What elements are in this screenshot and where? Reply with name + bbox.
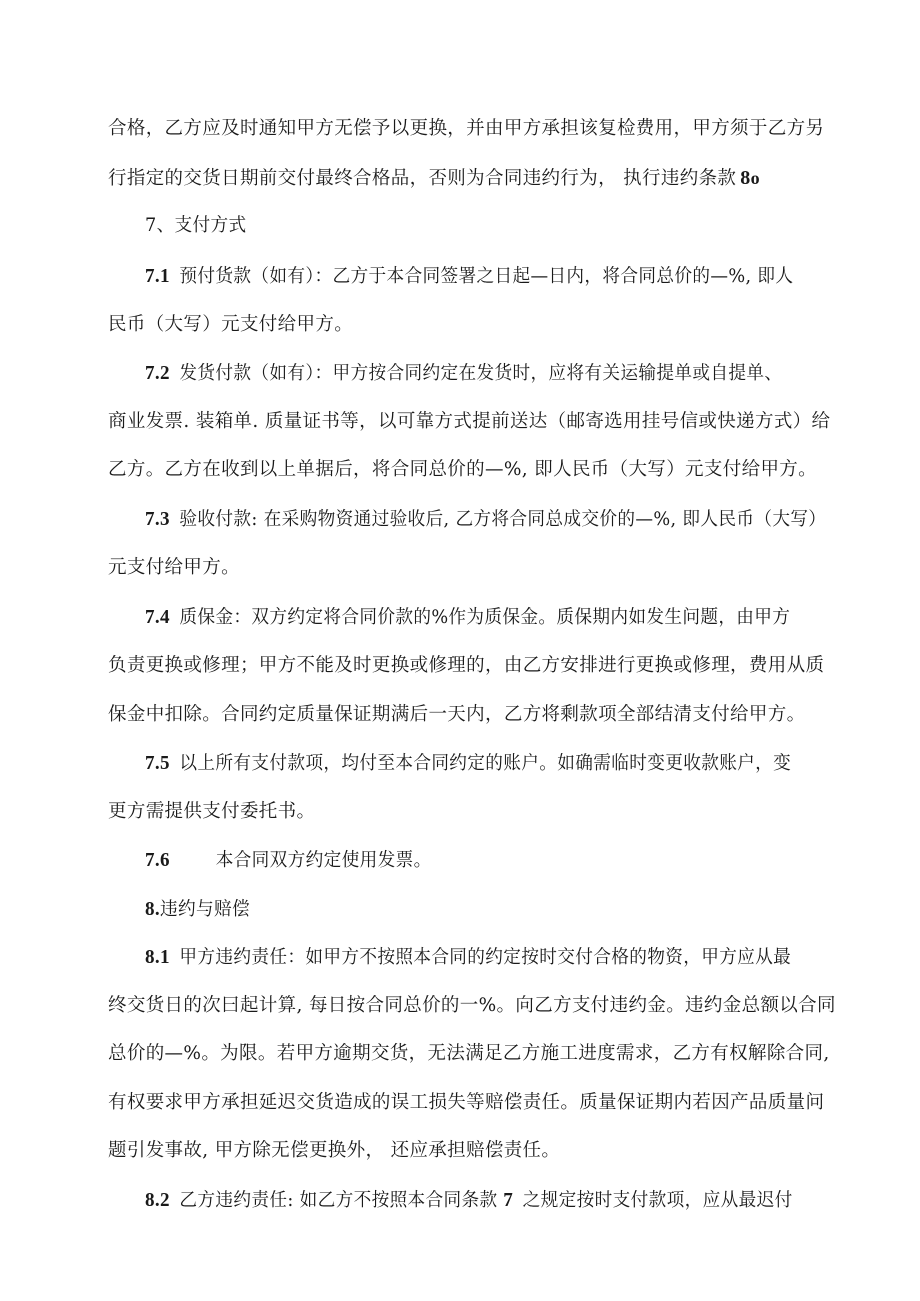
paragraph-line: 负责更换或修理；甲方不能及时更换或修理的，由乙方安排进行更换或修理，费用从质 xyxy=(108,655,825,676)
paragraph-line xyxy=(108,166,878,190)
clause-text: 验收付款: 在采购物资通过验收后, 乙方将合同总成交价的—%, 即人民币（大写） xyxy=(179,509,827,530)
clause-number: 7.1 xyxy=(145,265,170,287)
clause-text: 甲方违约责任：如甲方不按照本合同的约定按时交付合格的物资，甲方应从最 xyxy=(179,947,792,968)
paragraph-line: 更方需提供支付委托书。 xyxy=(108,801,316,822)
clause-number: 7.4 xyxy=(145,606,170,628)
section-number: 8. xyxy=(145,898,160,920)
paragraph-line: 总价的—%。为限。若甲方逾期交货，无法满足乙方施工进度需求，乙方有权解除合同, xyxy=(108,1043,830,1064)
clause-number: 8.2 xyxy=(145,1189,170,1211)
clause-ref-number: 8 xyxy=(740,167,751,189)
paragraph-line: 题引发事故, 甲方除无偿更换外， 还应承担赔偿责任。 xyxy=(108,1140,561,1161)
clause-text: 之规定按时支付款项，应从最迟付 xyxy=(522,1190,793,1211)
section-title: 违约与赔偿 xyxy=(159,899,250,920)
paragraph-line: 商业发票. 装箱单. 质量证书等，以可靠方式提前送达（邮寄选用挂号信或快递方式）给 xyxy=(108,411,831,432)
clause-text: 预付货款（如有）：乙方于本合同签署之日起—日内，将合同总价的—%, 即人 xyxy=(179,266,794,287)
clause-text: 质保金：双方约定将合同价款的%作为质保金。质保期内如发生问题，由甲方 xyxy=(179,607,791,628)
clause-text: 发货付款（如有）：甲方按合同约定在发货时，应将有关运输提单或自提单、 xyxy=(179,363,783,384)
clause-text: 本合同双方约定使用发票。 xyxy=(215,850,432,871)
clause-7-1 xyxy=(145,264,880,288)
clause-7-4 xyxy=(145,605,880,629)
clause-number: 8.1 xyxy=(145,946,170,968)
clause-7-3 xyxy=(145,507,880,531)
clause-8-1 xyxy=(145,945,880,969)
clause-number: 7.6 xyxy=(145,849,170,871)
clause-7-5 xyxy=(145,751,880,775)
paragraph-line: 合格，乙方应及时通知甲方无偿予以更换，并由甲方承担该复检费用，甲方须于乙方另 xyxy=(108,118,825,139)
line-text: 行指定的交货日期前交付最终合格品，否则为合同违约行为， 执行违约条款 xyxy=(108,168,737,189)
clause-7-2 xyxy=(145,361,880,385)
paragraph-line: 有权要求甲方承担延迟交货造成的误工损失等赔偿责任。质量保证期内若因产品质量问 xyxy=(108,1092,825,1113)
clause-number: 7.5 xyxy=(145,752,170,774)
clause-text: 乙方违约责任: 如乙方不按照本合同条款 xyxy=(179,1190,498,1211)
clause-number: 7.2 xyxy=(145,362,170,384)
paragraph-line: 民币（大写）元支付给甲方。 xyxy=(108,314,354,335)
line-end-mark: o xyxy=(750,168,761,188)
clause-7-6 xyxy=(145,848,880,872)
paragraph-line: 元支付给甲方。 xyxy=(108,557,240,578)
clause-8-2 xyxy=(145,1188,880,1212)
section-heading-8 xyxy=(145,897,880,921)
clause-ref-number: 7 xyxy=(503,1189,514,1211)
paragraph-line: 终交货日的次曰起计算, 每日按合同总价的一%。向乙方支付违约金。违约金总额以合同 xyxy=(108,995,836,1016)
clause-number: 7.3 xyxy=(145,508,170,530)
section-heading-7: 7、支付方式 xyxy=(145,215,247,236)
clause-text: 以上所有支付款项，均付至本合同约定的账户。如确需临时变更收款账户，变 xyxy=(179,753,792,774)
paragraph-line: 乙方。乙方在收到以上单据后，将合同总价的—%, 即人民币（大写）元支付给甲方。 xyxy=(108,459,817,480)
paragraph-line: 保金中扣除。合同约定质量保证期满后一天内，乙方将剩款项全部结清支付给甲方。 xyxy=(108,704,806,725)
